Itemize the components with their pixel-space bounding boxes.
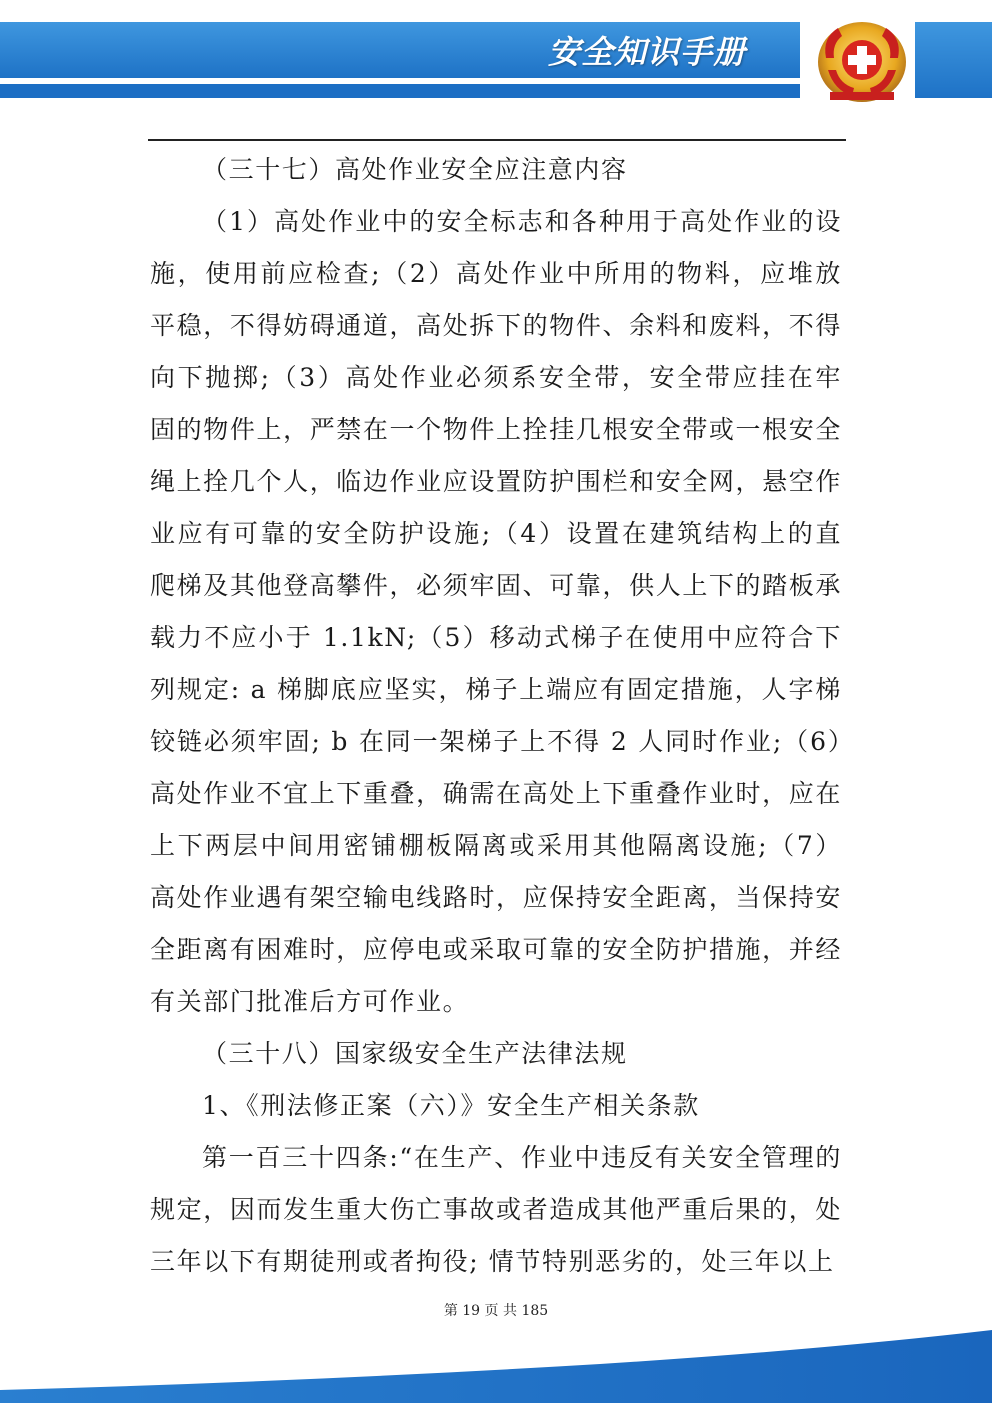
footer-wave bbox=[0, 1330, 992, 1403]
article-134: 第一百三十四条:“在生产、作业中违反有关安全管理的规定，因而发生重大伤亡事故或者造成其他严重后果的，处三年以下有期徒刑或者拘役; 情节特别恶劣的，处三年以上 bbox=[150, 1143, 842, 1276]
header-right-block bbox=[915, 22, 992, 98]
section-heading-38: （三十八）国家级安全生产法律法规 bbox=[202, 1039, 628, 1068]
header-stripe bbox=[0, 84, 800, 98]
subheading-criminal-law: 1、《刑法修正案（六）》安全生产相关条款 bbox=[202, 1091, 700, 1120]
document-body bbox=[150, 144, 842, 1288]
section-body-37: （1）高处作业中的安全标志和各种用于高处作业的设施，使用前应检查;（2）高处作业中所用的物料，应堆放平稳，不得妨碍通道，高处拆下的物件、余料和废料，不得向下抛掷;（3）高处作业必须系安全带，安全带应挂在牢固的物件上，严禁在一个物件上拴挂几根安全带或一根安全绳上拴几个人，临边作业应设置防护围栏和安全网，悬空作业应有可靠的安全防护设施;（4）设置在建筑结构上的直爬梯及其他登高攀件，必须牢固、可靠，供人上下的踏板承载力不应小于 1.1kN;（5）移动式梯子在使用中应符合下列规定: a 梯脚底应坚实，梯子上端应有固定措施，人字梯铰链必须牢固; b 在同一架梯子上不得 2 人同时作业;（6）高处作业不宜上下重叠，确需在高处上下重叠作业时，应在上下两层中间用密铺棚板隔离或采用其他隔离设施;（7）高处作业遇有架空输电线路时，应保持安全距离，当保持安全距离有困难时，应停电或采取可靠的安全防护措施，并经有关部门批准后方可作业。 bbox=[150, 207, 842, 1016]
safety-emblem-icon bbox=[812, 18, 912, 104]
page-number: 第 19 页 共 185 bbox=[443, 1303, 549, 1319]
header-rule bbox=[148, 139, 846, 141]
header-title: 安全知识手册 bbox=[548, 33, 747, 71]
section-heading-37: （三十七）高处作业安全应注意内容 bbox=[202, 155, 628, 184]
